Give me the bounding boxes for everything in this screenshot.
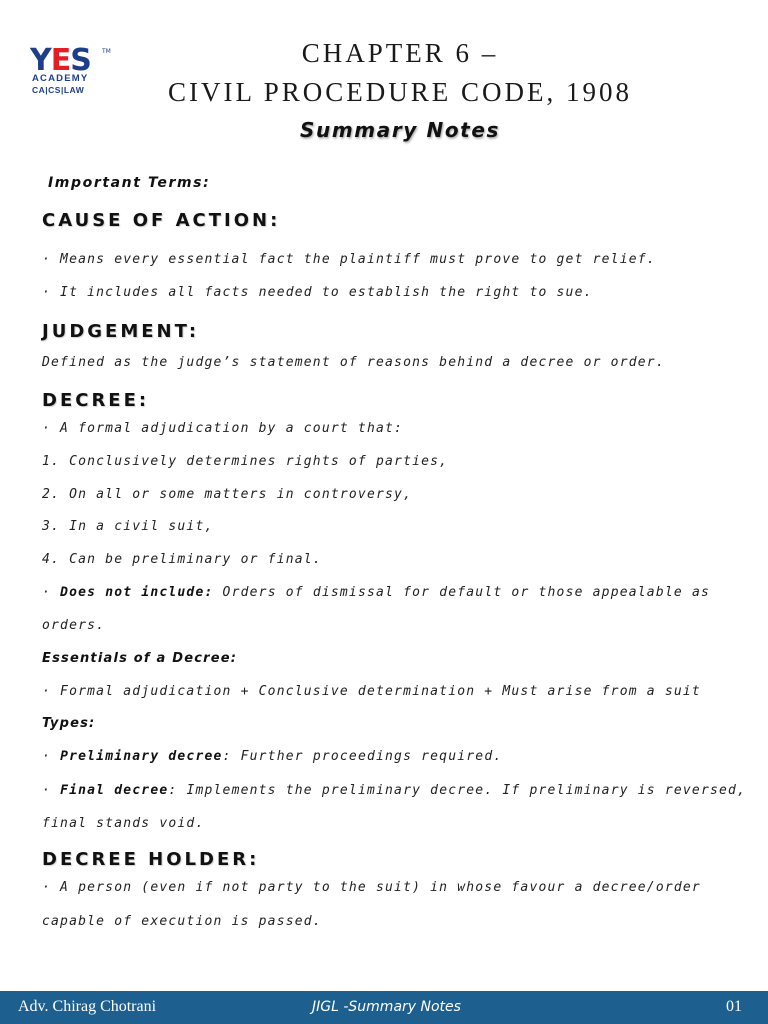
decree-numbered-item: 3. In a civil suit, bbox=[42, 519, 214, 534]
footer-page-number: 01 bbox=[726, 998, 742, 1015]
decree-exclusion-continued: orders. bbox=[42, 618, 106, 633]
logo-letter-s: S bbox=[70, 43, 91, 78]
decree-numbered-item: 1. Conclusively determines rights of parties, bbox=[42, 454, 449, 469]
preliminary-bullet: · bbox=[42, 749, 52, 764]
cause-of-action-item: · It includes all facts needed to establish the right to sue. bbox=[42, 285, 593, 300]
final-decree-continued: final stands void. bbox=[42, 816, 205, 831]
cause-of-action-heading: CAUSE OF ACTION: bbox=[42, 210, 281, 231]
final-decree-item bbox=[42, 783, 746, 798]
decree-holder-line: capable of execution is passed. bbox=[42, 914, 322, 929]
types-heading: Types: bbox=[42, 716, 96, 731]
final-text: : Implements the preliminary decree. If preliminary is reversed, bbox=[168, 783, 747, 798]
decree-holder-line: · A person (even if not party to the suit) in whose favour a decree/order bbox=[42, 880, 701, 895]
footer-author: Adv. Chirag Chotrani bbox=[18, 998, 157, 1015]
final-label: Final decree bbox=[60, 783, 169, 798]
summary-notes-title: Summary Notes bbox=[300, 118, 500, 142]
cause-of-action-item: · Means every essential fact the plaintiff must prove to get relief. bbox=[42, 252, 656, 267]
important-terms-heading: Important Terms: bbox=[48, 175, 211, 191]
decree-exclusion bbox=[42, 585, 710, 600]
judgement-heading: JUDGEMENT: bbox=[42, 321, 200, 342]
judgement-text: Defined as the judge’s statement of reasons behind a decree or order. bbox=[42, 355, 665, 370]
decree-intro: · A formal adjudication by a court that: bbox=[42, 421, 404, 436]
preliminary-decree-item bbox=[42, 749, 502, 764]
decree-numbered-item: 2. On all or some matters in controversy, bbox=[42, 487, 413, 502]
final-bullet: · bbox=[42, 783, 52, 798]
footer-document-title: JIGL -Summary Notes bbox=[312, 999, 461, 1015]
logo-academy-text: ACADEMY bbox=[32, 73, 89, 84]
exclusion-text: Orders of dismissal for default or those appealable as bbox=[213, 585, 710, 600]
chapter-subject: CIVIL PROCEDURE CODE, 1908 bbox=[167, 77, 632, 107]
chapter-title: CHAPTER 6 – bbox=[301, 38, 499, 68]
exclusion-bullet: · bbox=[42, 585, 52, 600]
logo-letter-y: Y bbox=[30, 43, 51, 78]
logo-letter-e: E bbox=[50, 43, 71, 78]
decree-numbered-item: 4. Can be preliminary or final. bbox=[42, 552, 322, 567]
essentials-heading: Essentials of a Decree: bbox=[42, 651, 238, 666]
logo-trademark: TM bbox=[102, 48, 111, 55]
essentials-text: · Formal adjudication + Conclusive determination + Must arise from a suit bbox=[42, 684, 701, 699]
exclusion-label: Does not include: bbox=[60, 585, 214, 600]
decree-holder-heading: DECREE HOLDER: bbox=[42, 849, 260, 870]
preliminary-label: Preliminary decree bbox=[60, 749, 223, 764]
page-footer bbox=[0, 991, 768, 1024]
preliminary-text: : Further proceedings required. bbox=[222, 749, 503, 764]
logo-subtitle: CA|CS|LAW bbox=[32, 85, 85, 95]
decree-heading: DECREE: bbox=[42, 390, 150, 411]
